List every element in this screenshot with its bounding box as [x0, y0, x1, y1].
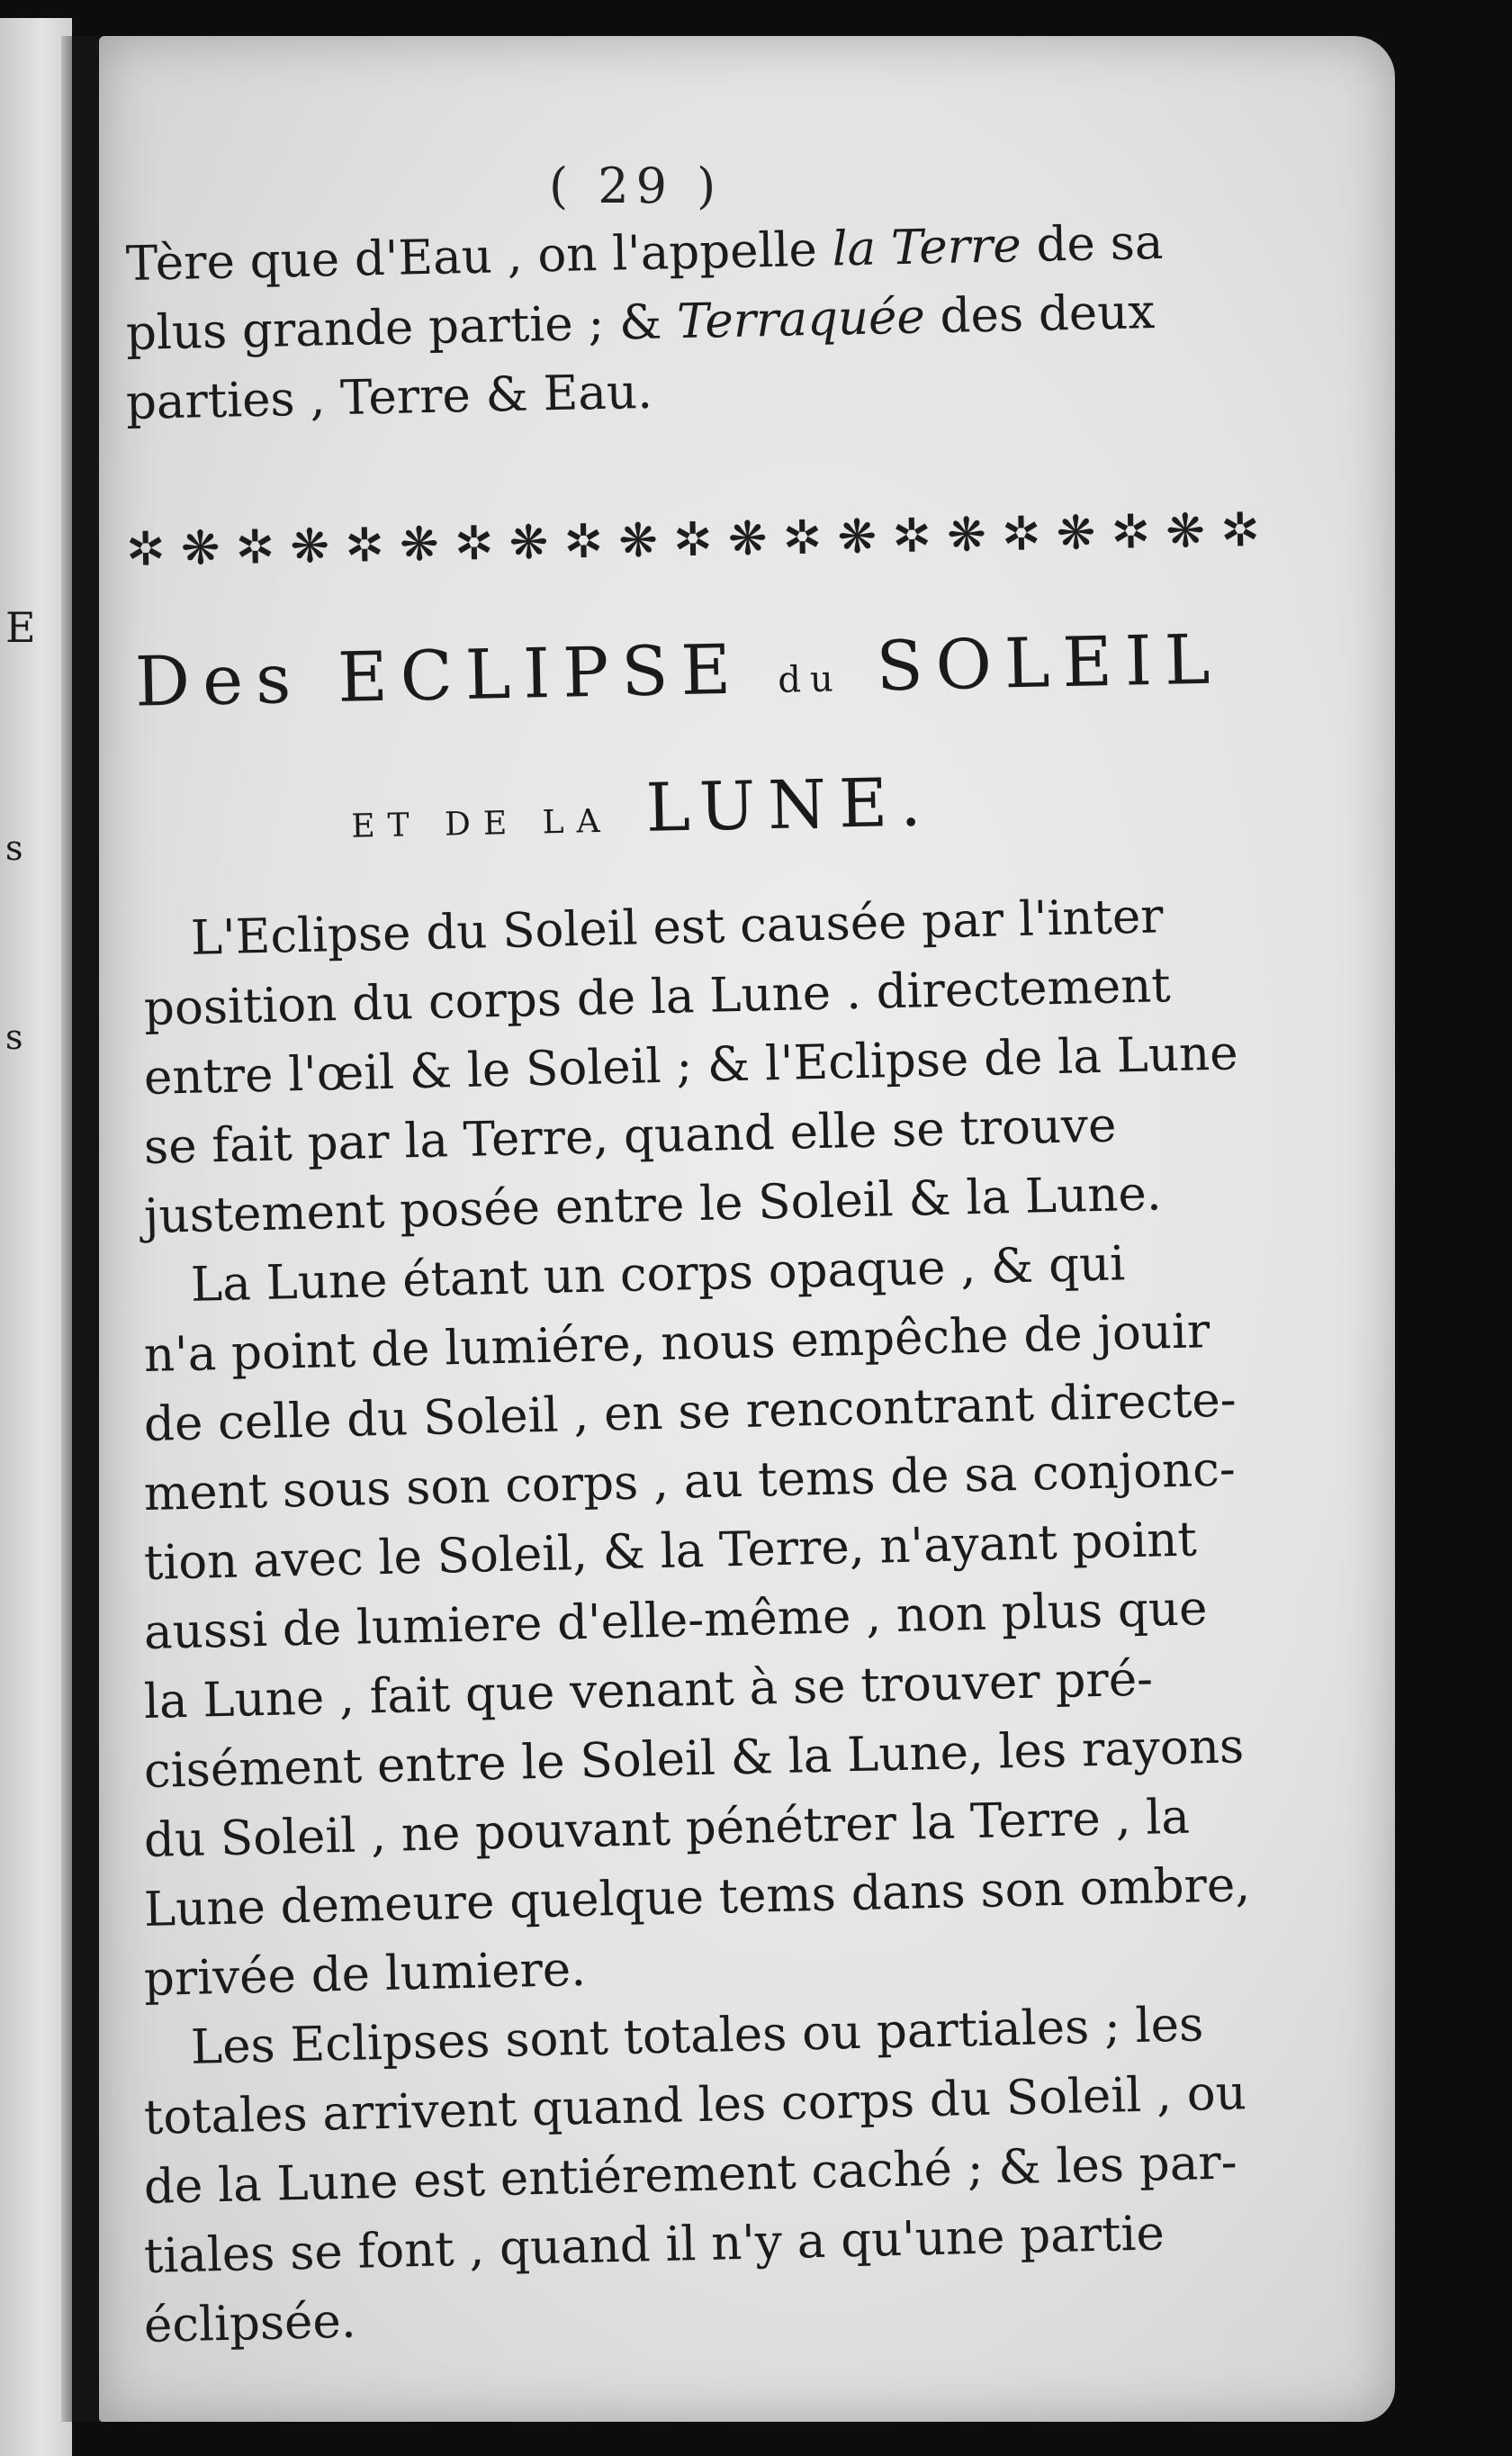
ornament-icon: ❋ [1056, 506, 1096, 561]
paragraph-line: éclipsée. [143, 2293, 357, 2353]
ornamental-divider [125, 499, 1260, 582]
facing-page-fragment: s [5, 828, 23, 868]
paragraph-line: L'Eclipse du Soleil est causée par l'inter [190, 889, 1165, 966]
paragraph-line: La Lune étant un corps opaque , & qui [190, 1236, 1126, 1313]
text-line: Tère que d'Eau , on l'appelle la Terre de sa [125, 214, 1165, 292]
paragraph-line: la Lune , fait que venant à se trouver pré- [143, 1651, 1154, 1729]
paragraph-line: aussi de lumiere d'elle-même , non plus que [143, 1581, 1208, 1660]
section-heading-line-2: ET DE LA LUNE. [350, 763, 935, 847]
ornament-icon: ✲ [672, 512, 714, 568]
paragraph-line: privée de lumiere. [143, 1941, 587, 2007]
paragraph-line: du Soleil , ne pouvant pénétrer la Terre , la [143, 1789, 1191, 1868]
ornament-icon: ✲ [562, 514, 604, 570]
facing-page-fragment: s [5, 1017, 23, 1057]
ornament-icon: ❋ [508, 515, 549, 571]
paragraph-line: ment sous son corps , au tems de sa conjonc- [143, 1441, 1237, 1521]
body-text [143, 889, 1251, 2361]
section-heading: Des ECLIPSE du SOLEIL [134, 619, 1224, 722]
ornament-icon: ❋ [946, 508, 987, 564]
ornament-icon: ❋ [617, 513, 659, 569]
facing-page-fragment: E [5, 603, 36, 652]
continuation-text [125, 214, 1165, 438]
ornament-icon: ❋ [180, 521, 220, 576]
ornament-icon: ❋ [727, 511, 769, 567]
ornament-icon: ✲ [344, 518, 385, 573]
paragraph-line: Lune demeure quelque tems dans son ombre, [143, 1857, 1251, 1937]
paragraph-line: n'a point de lumiére, nous empêche de jouir [143, 1304, 1210, 1383]
page-number: ( 29 ) [549, 158, 724, 214]
book-page [99, 36, 1395, 2422]
paragraph-line: tiales se font , quand il n'y a qu'une partie [143, 2206, 1166, 2284]
text-line: plus grande partie ; & Terraquée des deux [125, 284, 1156, 361]
paragraph-line: Les Eclipses sont totales ou partiales ; les [190, 1997, 1204, 2075]
ornament-icon: ❋ [837, 510, 878, 565]
ornament-icon: ✲ [782, 510, 823, 566]
paragraph-line: tion avec le Soleil, & la Terre, n'ayant point [143, 1512, 1198, 1591]
paragraph-line: se fait par la Terre, quand elle se trouve [143, 1097, 1118, 1175]
text-line: parties , Terre & Eau. [125, 364, 653, 430]
ornament-icon: ❋ [399, 517, 440, 573]
paragraph-line: de la Lune est entiérement caché ; & les par- [143, 2135, 1238, 2215]
paragraph-line: entre l'œil & le Soleil ; & l'Eclipse de la Lune [143, 1025, 1239, 1106]
ornament-icon: ✲ [454, 516, 495, 572]
ornament-icon: ✲ [891, 509, 932, 564]
ornament-icon: ✲ [125, 522, 166, 577]
paragraph-line: position du corps de la Lune . directement [143, 958, 1172, 1036]
ornament-icon: ✲ [1111, 505, 1151, 560]
ornament-icon: ❋ [1165, 504, 1206, 559]
ornament-icon: ❋ [289, 519, 330, 574]
ornament-icon: ✲ [1001, 507, 1042, 563]
paragraph-line: justement posée entre le Soleil & la Lune. [143, 1166, 1163, 1244]
ornament-icon: ✲ [1220, 503, 1261, 558]
paragraph-line: totales arrivent quand les corps du Soleil , ou [143, 2065, 1247, 2145]
paragraph-line: cisément entre le Soleil & la Lune, les rayons [143, 1719, 1245, 1799]
ornament-icon: ✲ [235, 520, 275, 575]
paragraph-line: de celle du Soleil , en se rencontrant directe- [143, 1372, 1238, 1452]
book-spine [72, 36, 99, 2422]
